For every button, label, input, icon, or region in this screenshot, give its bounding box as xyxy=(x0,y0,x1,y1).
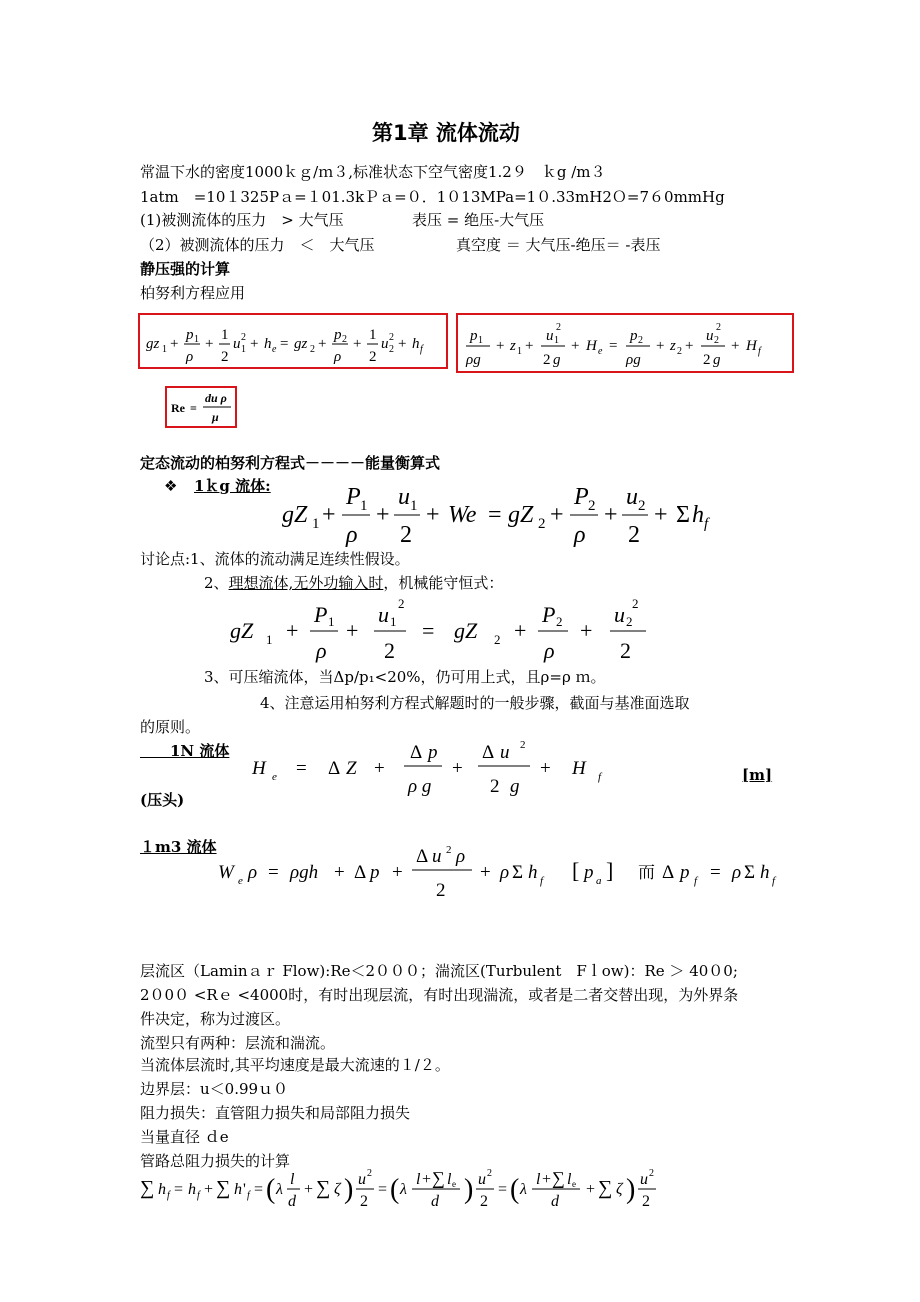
svg-text:gZ: gZ xyxy=(230,618,254,643)
svg-text:1: 1 xyxy=(410,498,418,514)
svg-text:=: = xyxy=(710,862,721,883)
svg-text:P: P xyxy=(542,602,556,627)
svg-text:∑: ∑ xyxy=(432,1168,445,1188)
boundary-layer-line: 边界层：u＜0.99ｕ０ xyxy=(140,1080,289,1098)
svg-text:+: + xyxy=(204,1181,214,1198)
discussion-point-3: 3、可压缩流体，当Δp/p₁<20%，仍可用上式，且ρ=ρ ｍ。 xyxy=(204,668,606,686)
svg-text:ρ: ρ xyxy=(500,862,510,883)
steady-flow-heading: 定态流动的柏努利方程式－－－－能量衡算式 xyxy=(140,454,441,472)
svg-text:2: 2 xyxy=(384,638,395,663)
svg-text:∑: ∑ xyxy=(140,1177,155,1199)
svg-text:u: u xyxy=(233,336,241,352)
svg-text:2: 2 xyxy=(620,638,631,663)
svg-text:=: = xyxy=(268,862,279,883)
svg-text:l: l xyxy=(447,1171,452,1188)
svg-text:2: 2 xyxy=(446,844,452,856)
svg-text:λ: λ xyxy=(520,1181,527,1198)
svg-text:u: u xyxy=(614,602,625,627)
svg-text:e: e xyxy=(598,346,603,357)
svg-text:Σ: Σ xyxy=(744,862,756,883)
svg-text:1: 1 xyxy=(221,327,229,343)
svg-text:ρ: ρ xyxy=(186,349,194,365)
svg-text:ρgh: ρgh xyxy=(290,862,319,883)
bernoulli-per-cubic-meter-equation xyxy=(214,842,794,901)
svg-text:2: 2 xyxy=(369,349,377,365)
svg-text:du ρ: du ρ xyxy=(205,391,227,405)
svg-text:p: p xyxy=(370,862,380,883)
svg-text:+: + xyxy=(318,336,327,352)
reynolds-number-equation xyxy=(167,388,239,430)
svg-text:ρg: ρg xyxy=(626,352,641,368)
svg-text:e: e xyxy=(272,344,277,355)
svg-text:1: 1 xyxy=(162,344,167,355)
svg-text:Σ: Σ xyxy=(676,502,690,528)
intro-line-densities: 常温下水的密度1000ｋｇ/ｍ３,标准状态下空气密度1.2９ ｋg /m３ xyxy=(140,163,606,181)
svg-text:h: h xyxy=(692,502,704,528)
discussion-point-2 xyxy=(204,574,503,592)
svg-text:p: p xyxy=(334,327,342,343)
intro-line-vacuum-b: 真空度 ＝ 大气压-绝压＝ -表压 xyxy=(456,236,661,254)
svg-text:2: 2 xyxy=(487,1168,492,1179)
bernoulli-energy-box xyxy=(138,313,448,369)
svg-text:+: + xyxy=(304,1181,314,1198)
discussion-point-2-number: 2、 xyxy=(204,574,229,592)
svg-text:2: 2 xyxy=(714,335,719,346)
svg-text:+: + xyxy=(586,1181,596,1198)
svg-text:2: 2 xyxy=(638,335,643,346)
svg-text:(: ( xyxy=(266,1174,276,1205)
svg-text:2: 2 xyxy=(543,352,551,368)
svg-text:+: + xyxy=(374,758,385,779)
intro-line-vacuum-a: （2）被测流体的压力 ＜ 大气压 xyxy=(140,236,375,254)
svg-text:+: + xyxy=(731,338,740,354)
svg-text:g: g xyxy=(713,352,721,368)
svg-text:P: P xyxy=(314,602,328,627)
svg-text:e: e xyxy=(238,875,243,887)
svg-text:2: 2 xyxy=(398,596,405,611)
svg-text:ρ: ρ xyxy=(544,638,555,663)
svg-text:f: f xyxy=(758,346,761,357)
svg-text:ρ: ρ xyxy=(574,522,586,548)
svg-text:2: 2 xyxy=(649,1168,654,1179)
svg-text:P: P xyxy=(346,484,361,510)
svg-text:ζ: ζ xyxy=(334,1181,341,1198)
svg-text:2: 2 xyxy=(588,498,596,514)
svg-text:h: h xyxy=(234,1181,242,1198)
svg-text:f: f xyxy=(247,1190,250,1201)
svg-text:=: = xyxy=(174,1181,184,1198)
unit-pa-connector: 而 xyxy=(638,863,655,882)
bullet-icon: ❖ xyxy=(164,477,178,495)
svg-text:2: 2 xyxy=(520,739,526,751)
svg-text:1: 1 xyxy=(312,516,320,532)
svg-text:l: l xyxy=(536,1171,541,1188)
svg-text:): ) xyxy=(626,1174,636,1205)
svg-text:ρ: ρ xyxy=(346,522,358,548)
svg-text:': ' xyxy=(243,1181,246,1198)
svg-text:1: 1 xyxy=(478,335,483,346)
svg-text:1: 1 xyxy=(390,614,397,629)
svg-text:∑: ∑ xyxy=(216,1177,231,1199)
svg-text:f: f xyxy=(167,1190,170,1201)
svg-text:u: u xyxy=(478,1171,486,1188)
total-resistance-loss-equation xyxy=(140,1166,680,1216)
svg-text:∑: ∑ xyxy=(598,1177,613,1199)
svg-text:h: h xyxy=(264,336,272,352)
svg-text:+: + xyxy=(604,502,618,528)
flow-regime-line-3: 件决定，称为过渡区。 xyxy=(140,1010,291,1028)
svg-text:2: 2 xyxy=(400,522,412,548)
svg-text:W: W xyxy=(218,862,234,883)
svg-text:H: H xyxy=(572,758,586,779)
svg-text:f: f xyxy=(704,516,709,532)
svg-text:u: u xyxy=(378,602,389,627)
svg-text:ρ: ρ xyxy=(732,862,742,883)
svg-text:Re: Re xyxy=(171,401,185,415)
svg-text:Δ: Δ xyxy=(410,742,423,763)
svg-text:a: a xyxy=(596,875,602,887)
svg-text:+: + xyxy=(480,862,491,883)
svg-text:=: = xyxy=(190,401,197,415)
intro-line-gauge-b: 表压 = 绝压-大气压 xyxy=(412,211,545,229)
svg-text:f: f xyxy=(598,771,602,783)
svg-text:[: [ xyxy=(572,858,580,883)
svg-text:∑: ∑ xyxy=(316,1177,331,1199)
svg-text:g: g xyxy=(553,352,561,368)
svg-text:+: + xyxy=(334,862,345,883)
svg-text:2: 2 xyxy=(342,334,347,345)
svg-text:d: d xyxy=(288,1193,296,1210)
svg-text:d: d xyxy=(551,1193,559,1210)
svg-text:Δ: Δ xyxy=(416,846,429,867)
svg-text:H: H xyxy=(586,338,597,354)
svg-text:u: u xyxy=(640,1171,648,1188)
flow-regime-line-2: 2０0０ <Rｅ <4000时，有时出现层流，有时出现湍流，或者是二者交替出现，为外界条 xyxy=(140,986,739,1004)
svg-text:f: f xyxy=(772,875,776,887)
svg-text:We: We xyxy=(448,502,477,528)
svg-text:gZ: gZ xyxy=(282,502,308,528)
svg-text:+: + xyxy=(542,1171,552,1188)
mechanical-energy-conservation-equation xyxy=(226,596,666,666)
bernoulli-per-kg-equation xyxy=(280,478,740,548)
discussion-point-4b: 的原则。 xyxy=(140,718,201,736)
discussion-point-2-underlined: 理想流体,无外功输入时 xyxy=(228,574,384,592)
svg-text:+: + xyxy=(392,862,403,883)
svg-text:1: 1 xyxy=(328,614,335,629)
svg-text:2: 2 xyxy=(556,322,561,333)
svg-text:]: ] xyxy=(606,858,614,883)
page-title: 第1章 流体流动 xyxy=(372,121,520,145)
svg-text:2: 2 xyxy=(389,332,394,343)
svg-text:2: 2 xyxy=(628,522,640,548)
svg-text:+: + xyxy=(654,502,668,528)
svg-text:h: h xyxy=(188,1181,196,1198)
svg-text:+: + xyxy=(205,336,214,352)
discussion-point-4a: 4、注意运用柏努利方程式解题时的一般步骤，截面与基准面选取 xyxy=(260,694,690,712)
svg-text:ρ g: ρ g xyxy=(408,776,432,797)
svg-text:=: = xyxy=(280,336,289,352)
svg-text:2: 2 xyxy=(490,776,500,797)
svg-text:): ) xyxy=(464,1174,474,1205)
svg-text:p: p xyxy=(584,862,594,883)
svg-text:ρg: ρg xyxy=(466,352,481,368)
svg-text:u: u xyxy=(381,336,389,352)
svg-text:p: p xyxy=(470,328,478,344)
svg-text:+: + xyxy=(286,618,299,643)
svg-text:μ: μ xyxy=(212,410,219,424)
svg-text:u: u xyxy=(706,328,714,344)
svg-text:l: l xyxy=(567,1171,572,1188)
svg-text:=: = xyxy=(254,1181,264,1198)
svg-text:(: ( xyxy=(390,1174,400,1205)
svg-text:p: p xyxy=(680,862,690,883)
svg-text:Δ: Δ xyxy=(328,758,341,779)
svg-text:u: u xyxy=(500,742,510,763)
svg-text:=: = xyxy=(498,1181,508,1198)
svg-text:2: 2 xyxy=(703,352,711,368)
bernoulli-application: 柏努利方程应用 xyxy=(140,284,246,302)
svg-text:+: + xyxy=(685,338,694,354)
svg-text:z: z xyxy=(510,338,516,354)
intro-line-atm: 1atm =10１325Pａ=１01.3kＰａ=０．1０13MPa=1０.33mH2Ｏ=7６0mmHg xyxy=(140,188,725,206)
svg-text:2: 2 xyxy=(556,614,563,629)
svg-text:u: u xyxy=(358,1171,366,1188)
svg-text:ρ: ρ xyxy=(456,846,466,867)
svg-text:d: d xyxy=(431,1193,439,1210)
svg-text:ζ: ζ xyxy=(616,1181,623,1198)
head-label: (压头) xyxy=(140,791,185,809)
svg-text:): ) xyxy=(344,1174,354,1205)
svg-text:h: h xyxy=(760,862,770,883)
svg-text:2: 2 xyxy=(538,516,546,532)
svg-text:1: 1 xyxy=(360,498,368,514)
svg-text:=: = xyxy=(422,618,435,643)
svg-text:+: + xyxy=(525,338,534,354)
svg-text:2: 2 xyxy=(360,1193,368,1210)
svg-text:2: 2 xyxy=(638,498,646,514)
svg-text:1: 1 xyxy=(194,334,199,345)
svg-text:=: = xyxy=(609,338,618,354)
svg-text:u: u xyxy=(432,846,442,867)
bernoulli-head-equation xyxy=(458,315,796,375)
svg-text:1: 1 xyxy=(554,335,559,346)
svg-text:2: 2 xyxy=(642,1193,650,1210)
svg-text:2: 2 xyxy=(626,614,633,629)
svg-text:f: f xyxy=(197,1190,200,1201)
svg-text:Δ: Δ xyxy=(662,862,675,883)
svg-text:+: + xyxy=(346,618,359,643)
per-cubic-meter-label: １m3 流体 xyxy=(140,838,217,856)
svg-text:H: H xyxy=(252,758,266,779)
svg-text:+: + xyxy=(426,502,440,528)
svg-text:+: + xyxy=(376,502,390,528)
svg-text:e: e xyxy=(452,1179,456,1189)
svg-text:+: + xyxy=(514,618,527,643)
svg-text:Δ: Δ xyxy=(482,742,495,763)
svg-text:gZ: gZ xyxy=(508,502,534,528)
svg-text:Σ: Σ xyxy=(512,862,524,883)
svg-text:+: + xyxy=(170,336,179,352)
svg-text:l: l xyxy=(416,1171,421,1188)
svg-text:ρ: ρ xyxy=(334,349,342,365)
svg-text:+: + xyxy=(656,338,665,354)
svg-text:λ: λ xyxy=(400,1181,407,1198)
svg-text:+: + xyxy=(452,758,463,779)
svg-text:2: 2 xyxy=(632,596,639,611)
svg-text:+: + xyxy=(550,502,564,528)
svg-text:gZ: gZ xyxy=(454,618,478,643)
bernoulli-head-box xyxy=(456,313,794,373)
svg-text:2: 2 xyxy=(221,349,229,365)
laminar-velocity-line: 当流体层流时,其平均速度是最大流速的１/２。 xyxy=(140,1056,450,1074)
svg-text:p: p xyxy=(186,327,194,343)
svg-text:e: e xyxy=(572,1179,576,1189)
svg-text:∑: ∑ xyxy=(552,1168,565,1188)
svg-text:u: u xyxy=(626,484,638,510)
svg-text:gz: gz xyxy=(146,336,160,352)
svg-text:e: e xyxy=(272,771,277,783)
svg-text:h: h xyxy=(158,1181,166,1198)
svg-text:P: P xyxy=(574,484,589,510)
svg-text:ρ: ρ xyxy=(248,862,258,883)
svg-text:+: + xyxy=(580,618,593,643)
bernoulli-per-newton-equation xyxy=(248,736,628,806)
svg-text:+: + xyxy=(322,502,336,528)
discussion-point-1: 讨论点:1、流体的流动满足连续性假设。 xyxy=(140,550,410,568)
svg-text:Z: Z xyxy=(346,758,357,779)
svg-text:2: 2 xyxy=(389,344,394,355)
bernoulli-energy-equation xyxy=(140,315,450,371)
svg-text:f: f xyxy=(694,875,698,887)
intro-line-gauge-a: (1)被测流体的压力 > 大气压 xyxy=(140,211,344,229)
reynolds-number-box xyxy=(165,386,237,428)
svg-text:f: f xyxy=(420,344,423,355)
equivalent-diameter-line: 当量直径 ｄe xyxy=(140,1128,229,1146)
svg-text:2: 2 xyxy=(310,344,315,355)
svg-text:u: u xyxy=(398,484,410,510)
svg-text:=: = xyxy=(378,1181,388,1198)
svg-text:+: + xyxy=(250,336,259,352)
svg-text:+: + xyxy=(353,336,362,352)
svg-text:2: 2 xyxy=(480,1193,488,1210)
per-kg-label: 1ｋg 流体: xyxy=(194,477,271,495)
svg-text:(: ( xyxy=(510,1174,520,1205)
discussion-point-2-rest: ，机械能守恒式： xyxy=(383,574,504,592)
svg-text:f: f xyxy=(540,875,544,887)
svg-text:+: + xyxy=(496,338,505,354)
svg-text:2: 2 xyxy=(367,1168,372,1179)
svg-text:z: z xyxy=(670,338,676,354)
svg-text:p: p xyxy=(630,328,638,344)
svg-text:h: h xyxy=(412,336,420,352)
svg-text:+: + xyxy=(571,338,580,354)
svg-text:2: 2 xyxy=(677,346,682,357)
resistance-loss-line: 阻力损失：直管阻力损失和局部阻力损失 xyxy=(140,1104,411,1122)
unit-meter: [m] xyxy=(742,766,773,784)
svg-text:λ: λ xyxy=(276,1181,283,1198)
svg-text:1: 1 xyxy=(369,327,377,343)
svg-text:2: 2 xyxy=(716,322,721,333)
svg-text:h: h xyxy=(528,862,538,883)
svg-text:p: p xyxy=(428,742,438,763)
total-loss-heading: 管路总阻力损失的计算 xyxy=(140,1152,291,1170)
svg-text:Δ: Δ xyxy=(354,862,367,883)
per-newton-label: 1N 流体 xyxy=(140,742,230,760)
svg-text:l: l xyxy=(290,1171,295,1188)
svg-text:2: 2 xyxy=(494,632,501,647)
svg-text:+: + xyxy=(540,758,551,779)
svg-text:2: 2 xyxy=(436,880,446,901)
svg-text:g: g xyxy=(510,776,520,797)
svg-text:+: + xyxy=(398,336,407,352)
static-pressure-heading: 静压强的计算 xyxy=(140,260,231,278)
svg-text:1: 1 xyxy=(517,346,522,357)
svg-text:1: 1 xyxy=(241,344,246,355)
svg-text:ρ: ρ xyxy=(316,638,327,663)
svg-text:H: H xyxy=(746,338,757,354)
svg-text:u: u xyxy=(546,328,554,344)
svg-text:1: 1 xyxy=(266,632,273,647)
flow-types-line: 流型只有两种：层流和湍流。 xyxy=(140,1034,336,1052)
svg-text:+: + xyxy=(422,1171,432,1188)
svg-text:gz: gz xyxy=(294,336,308,352)
flow-regime-line-1: 层流区（Laminａｒ Flow):Re＜2０００；湍流区(Turbulent Fｌow)：Re ＞ 40０0; xyxy=(140,962,738,980)
svg-text:=: = xyxy=(296,758,307,779)
svg-text:=: = xyxy=(488,502,502,528)
svg-text:2: 2 xyxy=(241,332,246,343)
